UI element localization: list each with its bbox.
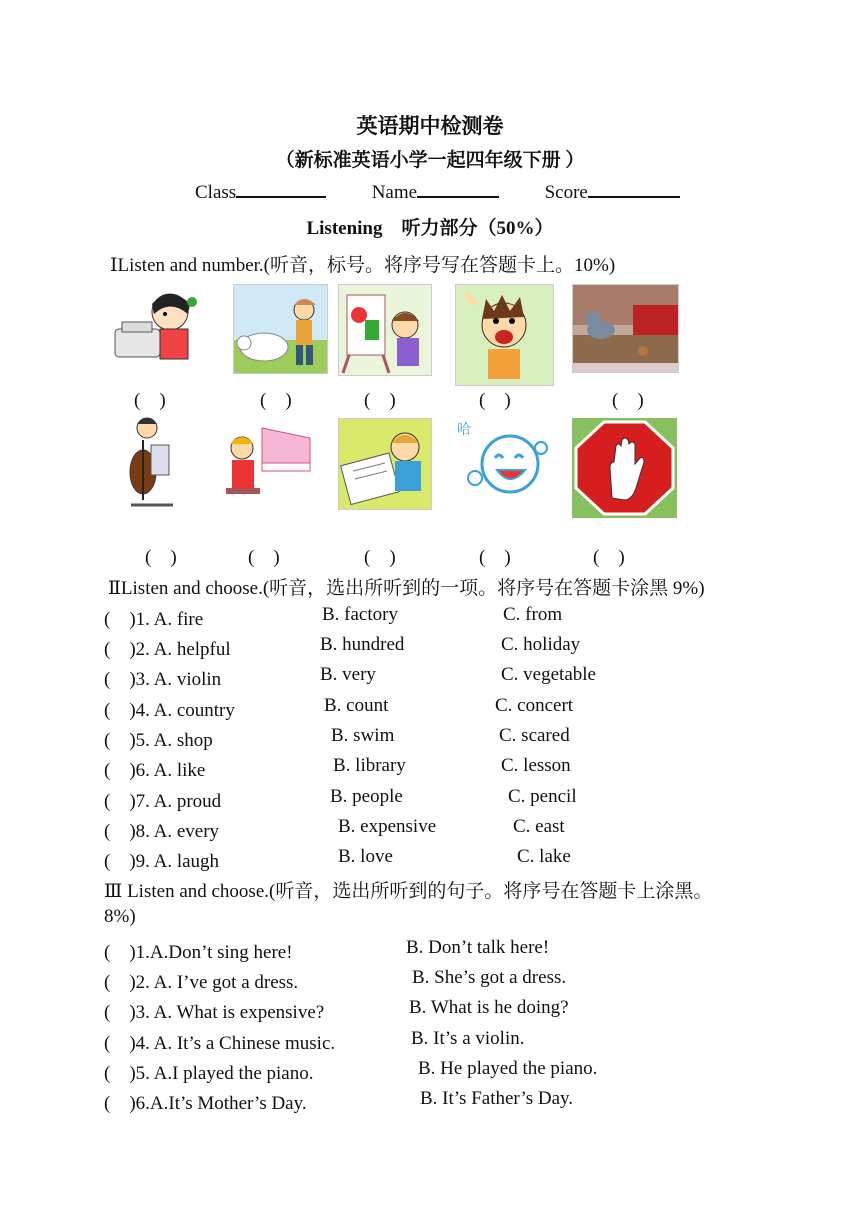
stop-hand-icon xyxy=(572,418,677,518)
man-cello-icon xyxy=(113,410,183,518)
answer-paren[interactable]: ( ) xyxy=(612,390,644,411)
page-subtitle: （新标准英语小学一起四年级下册 ） xyxy=(275,150,585,171)
svg-text:哈: 哈 xyxy=(457,422,471,438)
s2-row-c[interactable]: C. holiday xyxy=(501,634,581,655)
section2-heading: ⅡListen and choose.(听音，选出所听到的一项。将序号在答题卡涂黑 9%) xyxy=(108,578,705,599)
answer-paren[interactable]: ( ) xyxy=(364,390,396,411)
s2-row-a[interactable]: ( )8. A. every xyxy=(104,821,220,842)
s3-option-a[interactable]: ( )1.A.Don’t sing here! xyxy=(104,942,293,963)
s2-row-a[interactable]: ( )6. A. like xyxy=(104,760,206,781)
answer-paren[interactable]: ( ) xyxy=(145,547,177,568)
s2-row-a[interactable]: ( )7. A. proud xyxy=(104,791,222,812)
boy-writing-icon xyxy=(338,418,432,510)
answer-paren[interactable]: ( ) xyxy=(479,547,511,568)
girl-piano-icon xyxy=(222,418,314,502)
answer-paren[interactable]: ( ) xyxy=(593,547,625,568)
s2-row-c[interactable]: C. pencil xyxy=(508,786,577,807)
s2-row-a[interactable]: ( )2. A. helpful xyxy=(104,639,231,660)
cat-mouse-icon xyxy=(572,284,679,373)
name-label: Name xyxy=(371,182,418,203)
s2-row-a[interactable]: ( )9. A. laugh xyxy=(104,851,220,872)
s2-row-b[interactable]: B. hundred xyxy=(320,634,405,655)
name-blank xyxy=(417,180,499,198)
boy-painting-icon xyxy=(338,284,432,376)
s3-option-b[interactable]: B. She’s got a dress. xyxy=(412,967,567,988)
s2-row-b[interactable]: B. count xyxy=(324,695,389,716)
s2-row-a[interactable]: ( )3. A. violin xyxy=(104,669,222,690)
s2-row-c[interactable]: C. lesson xyxy=(501,755,571,776)
s3-option-a[interactable]: ( )3. A. What is expensive? xyxy=(104,1002,325,1023)
s3-option-a[interactable]: ( )4. A. It’s a Chinese music. xyxy=(104,1033,336,1054)
s3-option-a[interactable]: ( )6.A.It’s Mother’s Day. xyxy=(104,1093,307,1114)
s2-row-b[interactable]: B. love xyxy=(338,846,393,867)
s2-row-a[interactable]: ( )5. A. shop xyxy=(104,730,213,751)
s2-row-c[interactable]: C. vegetable xyxy=(501,664,596,685)
s3-option-a[interactable]: ( )2. A. I’ve got a dress. xyxy=(104,972,299,993)
s3-option-b[interactable]: B. It’s a violin. xyxy=(411,1028,525,1049)
s2-row-b[interactable]: B. expensive xyxy=(338,816,437,837)
listening-heading: Listening 听力部分（50%） xyxy=(306,218,554,239)
answer-paren[interactable]: ( ) xyxy=(479,390,511,411)
s2-row-c[interactable]: C. from xyxy=(503,604,563,625)
s3-option-b[interactable]: B. He played the piano. xyxy=(418,1058,598,1079)
s2-row-b[interactable]: B. factory xyxy=(322,604,398,625)
s3-option-b[interactable]: B. It’s Father’s Day. xyxy=(420,1088,574,1109)
section3-heading: Ⅲ Listen and choose.(听音，选出所听到的句子。将序号在答题卡上涂黑。 xyxy=(104,881,713,902)
s2-row-c[interactable]: C. east xyxy=(513,816,565,837)
s2-row-b[interactable]: B. people xyxy=(330,786,403,807)
section1-heading: ⅠListen and number.(听音，标号。将序号写在答题卡上。10%) xyxy=(110,255,616,276)
s3-option-b[interactable]: B. What is he doing? xyxy=(409,997,569,1018)
class-label: Class xyxy=(195,182,237,203)
s2-row-a[interactable]: ( )1. A. fire xyxy=(104,609,204,630)
laughing-face-icon xyxy=(455,418,552,510)
s2-row-b[interactable]: B. very xyxy=(320,664,376,685)
s2-row-b[interactable]: B. swim xyxy=(331,725,395,746)
girl-typewriter-icon xyxy=(110,284,200,374)
s2-row-b[interactable]: B. library xyxy=(333,755,406,776)
page-title: 英语期中检测卷 xyxy=(356,114,504,138)
s3-option-a[interactable]: ( )5. A.I played the piano. xyxy=(104,1063,314,1084)
s3-option-b[interactable]: B. Don’t talk here! xyxy=(406,937,550,958)
section3-heading-cont: 8%) xyxy=(104,906,136,927)
boy-sheep-icon xyxy=(233,284,328,374)
s2-row-c[interactable]: C. lake xyxy=(517,846,571,867)
s2-row-a[interactable]: ( )4. A. country xyxy=(104,700,235,721)
score-label: Score xyxy=(544,182,588,203)
answer-paren[interactable]: ( ) xyxy=(248,547,280,568)
s2-row-c[interactable]: C. scared xyxy=(499,725,570,746)
answer-paren[interactable]: ( ) xyxy=(364,547,396,568)
info-line xyxy=(195,180,680,204)
class-blank xyxy=(236,180,326,198)
score-blank xyxy=(588,180,680,198)
s2-row-c[interactable]: C. concert xyxy=(495,695,574,716)
answer-paren[interactable]: ( ) xyxy=(134,390,166,411)
boy-shouting-icon xyxy=(455,284,554,386)
answer-paren[interactable]: ( ) xyxy=(260,390,292,411)
